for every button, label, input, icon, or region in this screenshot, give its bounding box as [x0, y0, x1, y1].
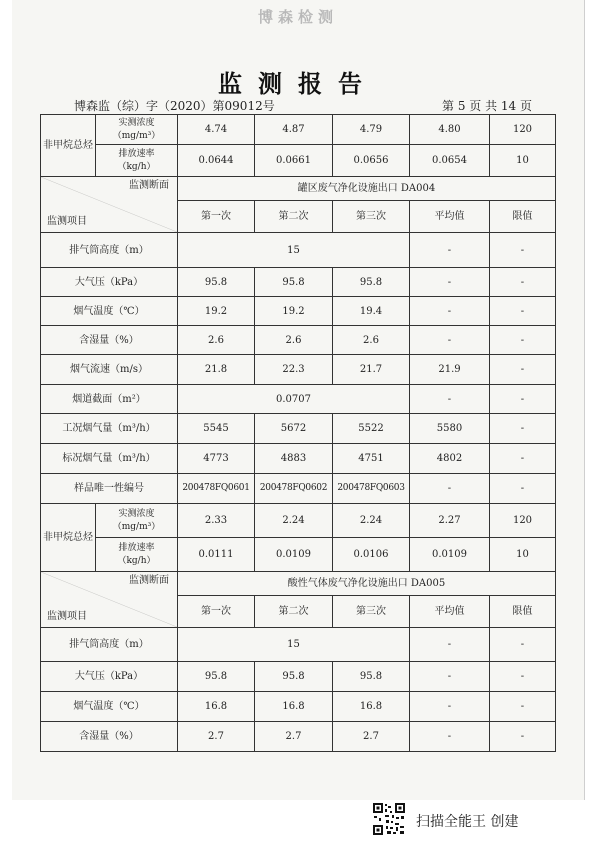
cell-limit: -	[490, 722, 556, 752]
cell-average: -	[410, 385, 490, 414]
cell-value: 16.8	[255, 692, 333, 722]
cell-value: 5672	[255, 414, 333, 444]
cell-average: -	[410, 628, 490, 662]
scanner-footer	[372, 802, 572, 836]
cell-value: 95.8	[178, 662, 255, 692]
cell-value: 2.6	[333, 326, 410, 355]
cell-value: 2.6	[255, 326, 333, 355]
cell-value: 4883	[255, 444, 333, 474]
cell-value: 16.8	[333, 692, 410, 722]
table-row	[41, 297, 556, 326]
cell-value: 0.0661	[255, 145, 333, 177]
cell-limit: -	[490, 474, 556, 504]
cell-value: 95.8	[178, 268, 255, 297]
row-label: 烟气温度（℃）	[41, 692, 178, 722]
cell-average: -	[410, 692, 490, 722]
table-row	[41, 115, 556, 145]
row-label: 大气压（kPa）	[41, 268, 178, 297]
cell-average: -	[410, 662, 490, 692]
cell-limit: -	[490, 355, 556, 385]
cell-value: 95.8	[333, 268, 410, 297]
cell-value: 22.3	[255, 355, 333, 385]
cell-value: 4.87	[255, 115, 333, 145]
row-label: 烟气温度（℃）	[41, 297, 178, 326]
cell-value: 4751	[333, 444, 410, 474]
cell-limit: -	[490, 628, 556, 662]
table-row	[41, 504, 556, 538]
cell-value: 16.8	[178, 692, 255, 722]
cell-value: 0.0111	[178, 538, 255, 572]
document-number: 博森监（综）字（2020）第09012号	[74, 99, 275, 113]
diagonal-bottom-label: 监测项目	[47, 216, 87, 227]
cell-value: 95.8	[255, 662, 333, 692]
page-title: 监测报告	[218, 69, 378, 98]
cell-value: 2.7	[333, 722, 410, 752]
diagonal-top-label: 监测断面	[129, 180, 169, 191]
qr-code-icon	[372, 802, 406, 836]
cell-limit: 120	[490, 115, 556, 145]
col-header: 第一次	[178, 201, 255, 233]
cell-limit: 10	[490, 145, 556, 177]
cell-value: 95.8	[255, 268, 333, 297]
col-header: 平均值	[410, 201, 490, 233]
cell-value: 0.0707	[178, 385, 410, 414]
cell-value: 4.79	[333, 115, 410, 145]
table-row	[41, 355, 556, 385]
table-row	[41, 628, 556, 662]
cell-limit: 10	[490, 538, 556, 572]
page-number: 第 5 页 共 14 页	[442, 99, 532, 113]
cell-value: 95.8	[333, 662, 410, 692]
row-label: 含湿量（%）	[41, 326, 178, 355]
cell-average: 4.80	[410, 115, 490, 145]
sample-id: 200478FQ0602	[255, 474, 333, 504]
cell-average: 2.27	[410, 504, 490, 538]
cell-limit: -	[490, 326, 556, 355]
row-label: 样品唯一性编号	[41, 474, 178, 504]
table-row	[41, 414, 556, 444]
cell-average: -	[410, 326, 490, 355]
cell-value: 5545	[178, 414, 255, 444]
cell-value: 2.33	[178, 504, 255, 538]
cell-value: 19.2	[178, 297, 255, 326]
cell-value: 2.24	[333, 504, 410, 538]
table-row	[41, 538, 556, 572]
cell-value: 2.7	[178, 722, 255, 752]
table-row	[41, 662, 556, 692]
row-label: 排气筒高度（m）	[41, 233, 178, 268]
section-header-row	[41, 177, 556, 201]
cell-average: -	[410, 722, 490, 752]
cell-value: 2.7	[255, 722, 333, 752]
cell-value: 0.0656	[333, 145, 410, 177]
row-label: 实测浓度 （mg/m³）	[96, 504, 178, 538]
table-row	[41, 722, 556, 752]
cell-average: -	[410, 233, 490, 268]
row-label: 大气压（kPa）	[41, 662, 178, 692]
col-header: 第二次	[255, 201, 333, 233]
brand-watermark: 博森检测	[257, 8, 338, 26]
cell-value: 0.0644	[178, 145, 255, 177]
col-header: 限值	[490, 201, 556, 233]
cell-average: 0.0109	[410, 538, 490, 572]
table-row	[41, 233, 556, 268]
col-header: 平均值	[410, 596, 490, 628]
diagonal-header-cell	[41, 177, 178, 233]
cell-average: 21.9	[410, 355, 490, 385]
cell-value: 4773	[178, 444, 255, 474]
cell-average: 0.0654	[410, 145, 490, 177]
cell-value: 15	[178, 233, 410, 268]
row-label: 排气筒高度（m）	[41, 628, 178, 662]
cell-value: 2.6	[178, 326, 255, 355]
table-row	[41, 385, 556, 414]
cell-value: 4.74	[178, 115, 255, 145]
monitoring-table	[40, 114, 556, 752]
cell-limit: -	[490, 414, 556, 444]
row-label: 标况烟气量（m³/h）	[41, 444, 178, 474]
section-header-row	[41, 572, 556, 596]
cell-limit: -	[490, 662, 556, 692]
cell-average: 4802	[410, 444, 490, 474]
cell-value: 19.2	[255, 297, 333, 326]
row-label: 含湿量（%）	[41, 722, 178, 752]
row-label: 烟道截面（m²）	[41, 385, 178, 414]
cell-value: 19.4	[333, 297, 410, 326]
col-header: 第一次	[178, 596, 255, 628]
cell-value: 0.0106	[333, 538, 410, 572]
cell-limit: -	[490, 268, 556, 297]
table-row	[41, 474, 556, 504]
col-header: 限值	[490, 596, 556, 628]
sample-id: 200478FQ0601	[178, 474, 255, 504]
col-header: 第三次	[333, 201, 410, 233]
cell-value: 5522	[333, 414, 410, 444]
diagonal-header-cell	[41, 572, 178, 628]
col-header: 第二次	[255, 596, 333, 628]
cell-value: 0.0109	[255, 538, 333, 572]
sample-id: 200478FQ0603	[333, 474, 410, 504]
row-label: 工况烟气量（m³/h）	[41, 414, 178, 444]
monitoring-location: 酸性气体废气净化设施出口 DA005	[178, 572, 556, 596]
row-label: 排放速率 （kg/h）	[96, 538, 178, 572]
cell-limit: -	[490, 233, 556, 268]
group-label: 非甲烷总烃	[41, 115, 96, 177]
row-label: 烟气流速（m/s）	[41, 355, 178, 385]
col-header: 第三次	[333, 596, 410, 628]
table-row	[41, 692, 556, 722]
scanner-credit: 扫描全能王 创建	[416, 814, 519, 830]
cell-limit: -	[490, 297, 556, 326]
cell-limit: -	[490, 385, 556, 414]
cell-value: 21.7	[333, 355, 410, 385]
table-row	[41, 145, 556, 177]
cell-average: 5580	[410, 414, 490, 444]
diagonal-top-label: 监测断面	[129, 575, 169, 586]
cell-average: -	[410, 297, 490, 326]
cell-limit: -	[490, 692, 556, 722]
table-row	[41, 326, 556, 355]
cell-average: -	[410, 474, 490, 504]
diagonal-bottom-label: 监测项目	[47, 611, 87, 622]
table-row	[41, 444, 556, 474]
monitoring-location: 罐区废气净化设施出口 DA004	[178, 177, 556, 201]
cell-value: 15	[178, 628, 410, 662]
group-label: 非甲烷总烃	[41, 504, 96, 572]
cell-value: 21.8	[178, 355, 255, 385]
cell-limit: -	[490, 444, 556, 474]
row-label: 排放速率 （kg/h）	[96, 145, 178, 177]
row-label: 实测浓度 （mg/m³）	[96, 115, 178, 145]
cell-average: -	[410, 268, 490, 297]
table-row	[41, 268, 556, 297]
cell-value: 2.24	[255, 504, 333, 538]
cell-limit: 120	[490, 504, 556, 538]
